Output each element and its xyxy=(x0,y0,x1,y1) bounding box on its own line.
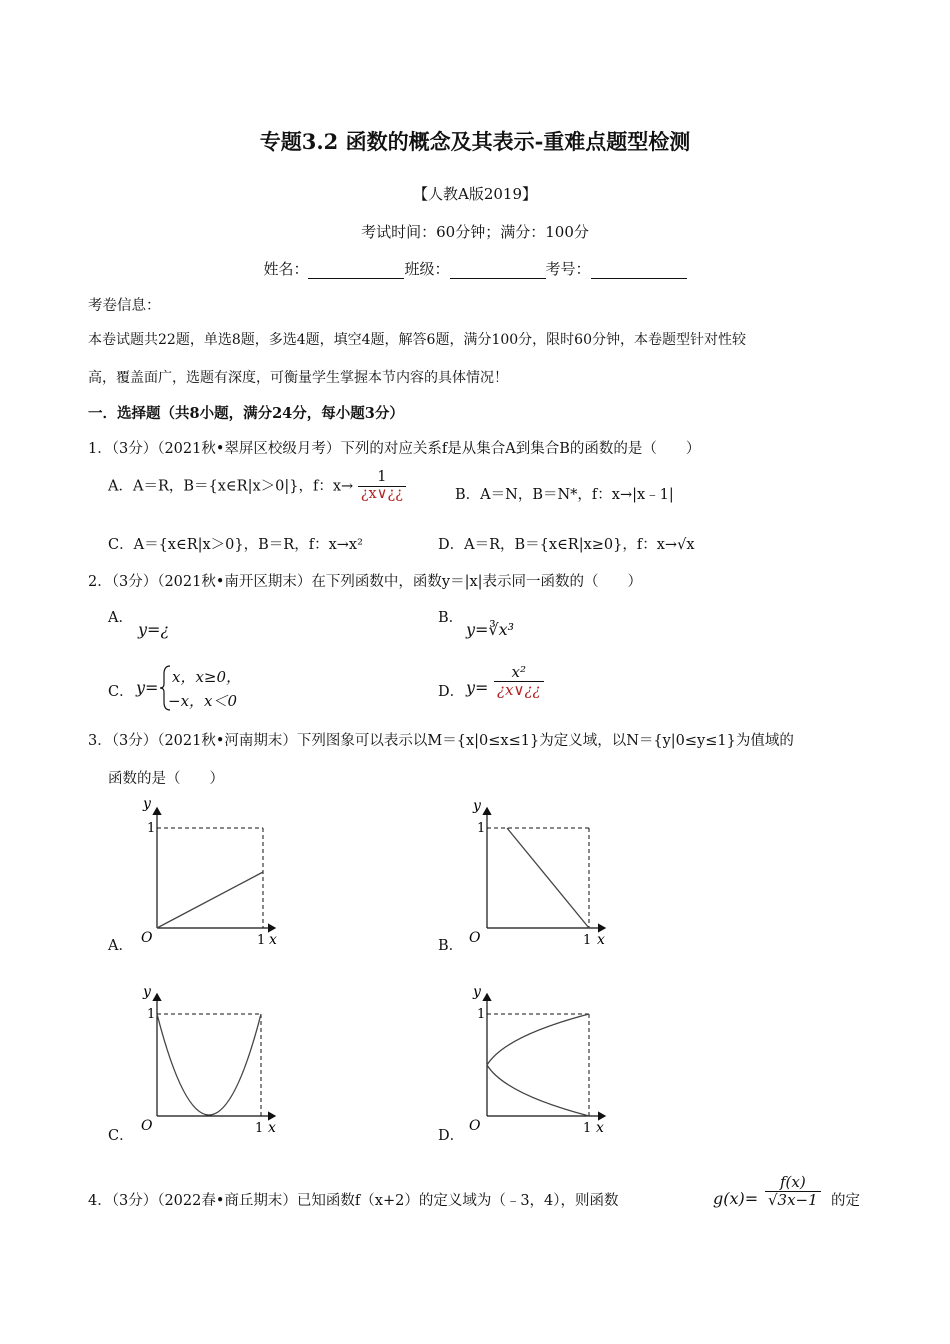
graph-a-origin: O xyxy=(141,930,153,946)
graph-b-y-label: y xyxy=(473,798,481,814)
q2-option-c-label[interactable]: C． xyxy=(108,684,134,700)
graph-b-tick-y: 1 xyxy=(477,821,486,836)
graph-d-tick-x: 1 xyxy=(583,1121,592,1136)
q4-g-fraction: $\frac{f(x)}{√3x-1}$ xyxy=(765,1174,821,1208)
q4-tail: 的定 xyxy=(831,1193,860,1209)
q3-graph-c xyxy=(135,984,285,1140)
id-label: 考号： xyxy=(545,260,591,278)
q2-option-b-label[interactable]: B． xyxy=(438,610,464,626)
q2-stem: 2．（3分）（2021秋•南开区期末）在下列函数中，函数y＝|x|表示同一函数的（ ） xyxy=(88,574,643,590)
graph-a-y-label: y xyxy=(143,798,151,812)
intro-line-2: 高，覆盖面广，选题有深度，可衡量学生掌握本节内容的具体情况！ xyxy=(88,370,508,386)
graph-a-tick-x: 1 xyxy=(257,933,266,948)
graph-d-origin: O xyxy=(469,1118,481,1134)
q3-option-a[interactable]: A． xyxy=(108,938,133,954)
graph-b-x-label: x xyxy=(597,932,605,948)
q2-option-a-label[interactable]: A． xyxy=(108,610,133,626)
graph-b-origin: O xyxy=(469,930,481,946)
q2-c-row2: −x，x＜0 xyxy=(168,692,238,710)
student-info-row xyxy=(0,258,950,279)
id-blank[interactable] xyxy=(591,263,687,279)
graph-c-tick-y: 1 xyxy=(147,1007,156,1022)
exam-info: 考试时间：60分钟；满分：100分 xyxy=(361,223,589,241)
name-blank[interactable] xyxy=(308,263,404,279)
section-heading: 一．选择题（共8小题，满分24分，每小题3分） xyxy=(88,405,404,422)
q2-option-c-lhs: y= xyxy=(136,678,159,697)
q1-stem: 1．（3分）（2021秋•翠屏区校级月考）下列的对应关系f是从集合A到集合B的函数的是（ ） xyxy=(88,441,701,457)
q3-stem-line-1: 3．（3分）（2021秋•河南期末）下列图象可以表示以M＝{x|0≤x≤1}为定义域，以N＝{y|0≤y≤1}为值域的 xyxy=(88,733,794,749)
q3-stem-line-2: 函数的是（ ） xyxy=(108,771,224,787)
graph-a-x-label: x xyxy=(269,932,277,948)
graph-c-tick-x: 1 xyxy=(255,1121,264,1136)
q1-d-root: √x xyxy=(677,537,695,553)
q2-c-row1: x，x≥0， xyxy=(172,668,242,686)
graph-a-tick-y: 1 xyxy=(147,821,156,836)
q2-d-fraction: $\frac{\text{x²}}{¿x\vee¿¿}$ xyxy=(494,664,544,698)
q2-option-a-expr: y=¿ xyxy=(138,620,170,639)
name-label: 姓名： xyxy=(263,260,309,278)
graph-d-tick-y: 1 xyxy=(477,1007,486,1022)
graph-b-tick-x: 1 xyxy=(583,933,592,948)
q1-option-d[interactable]: D．A＝R，B＝{x∈R|x≥0}，f：x→√x xyxy=(438,537,695,553)
q1-option-b[interactable]: B．A＝N，B＝N*，f：x→|x﹣1| xyxy=(455,487,674,503)
q4-g-lhs: g(x)= xyxy=(713,1189,759,1208)
edition-label: 【人教A版2019】 xyxy=(412,185,537,203)
intro-heading: 考卷信息： xyxy=(88,298,161,314)
page-title: 专题3.2 函数的概念及其表示-重难点题型检测 xyxy=(259,129,691,154)
q3-graph-b xyxy=(465,798,615,950)
q1-option-a[interactable]: A．A＝R，B＝{x∈R|x＞0|}，f：x→ $\frac{1}{¿x\vee¿¿}$ xyxy=(108,470,406,503)
intro-line-1: 本卷试题共22题，单选8题，多选4题，填空4题，解答6题，满分100分，限时60分钟，本卷题型针对性较 xyxy=(88,332,746,348)
graph-c-origin: O xyxy=(141,1118,153,1134)
graph-c-y-label: y xyxy=(143,984,151,1000)
q3-option-d[interactable]: D． xyxy=(438,1128,465,1144)
q1-option-c[interactable]: C．A＝{x∈R|x＞0}，B＝R，f：x→x² xyxy=(108,537,363,553)
q2-option-d-lhs: y= xyxy=(466,678,489,697)
graph-d-x-label: x xyxy=(596,1120,604,1136)
q3-option-c[interactable]: C． xyxy=(108,1128,134,1144)
graph-c-x-label: x xyxy=(268,1120,276,1136)
class-blank[interactable] xyxy=(450,263,546,279)
q3-graph-d xyxy=(465,984,615,1140)
q2-option-d-label[interactable]: D． xyxy=(438,684,465,700)
q3-option-b[interactable]: B． xyxy=(438,938,464,954)
q4-stem: 4．（3分）（2022春•商丘期末）已知函数f（x+2）的定义域为（﹣3，4），则函数 xyxy=(88,1193,619,1209)
q3-graph-a xyxy=(135,798,285,950)
class-label: 班级： xyxy=(404,260,450,278)
q2-option-b-expr: y=∛x³ xyxy=(466,620,515,639)
graph-d-y-label: y xyxy=(473,984,481,1000)
q1-a-fraction: $\frac{1}{¿x\vee¿¿}$ xyxy=(358,470,406,503)
